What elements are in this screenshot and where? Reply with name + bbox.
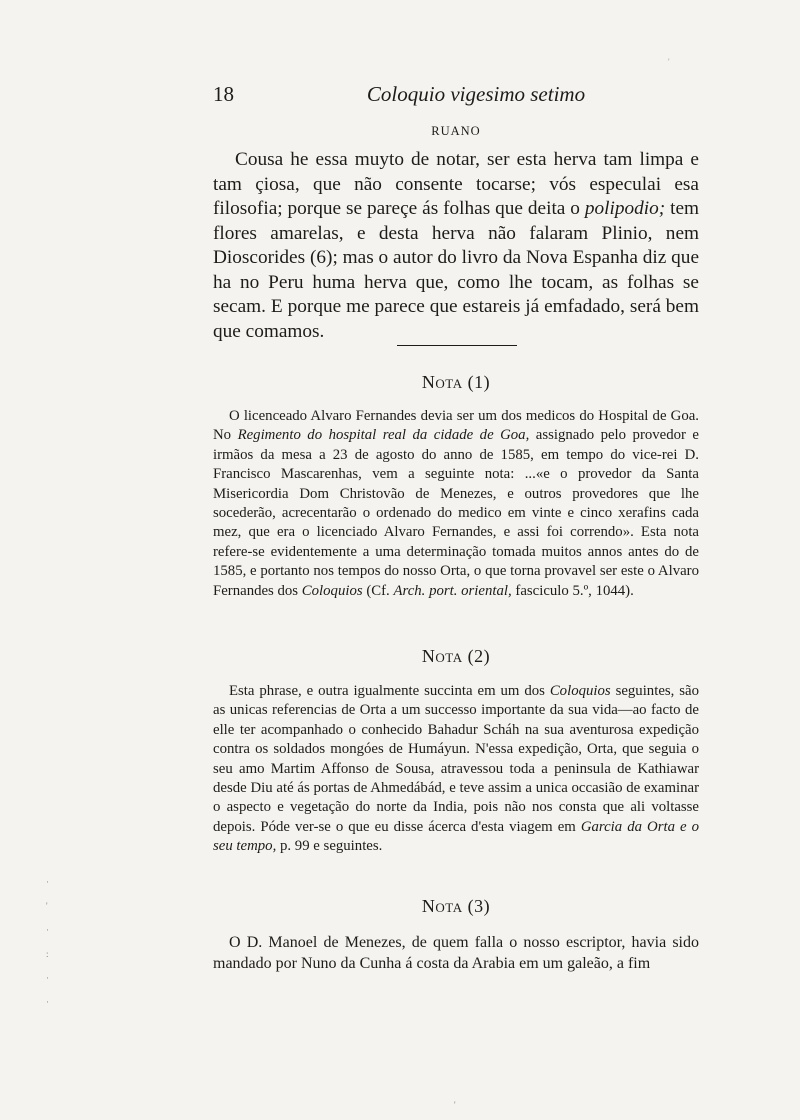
note-text: O D. Manoel de Menezes, de quem falla o nosso escriptor, havia sido mandado por Nuno da Cunha á costa da Arabia em um galeão, a fim xyxy=(213,934,699,972)
section-divider xyxy=(397,345,517,346)
dialogue-text xyxy=(213,148,699,344)
note-heading-label: Nota xyxy=(421,372,463,392)
note-heading-3 xyxy=(213,896,699,917)
dialogue-text-part1: Cousa he essa muyto de notar, ser esta herva tam limpa e tam çiosa, que não consente tocarse; vós especulai esa filosofia; porque se pareçe ás folhas que deita o xyxy=(213,149,699,219)
running-title: Coloquio vigesimo setimo xyxy=(366,82,586,106)
note-text: Esta phrase, e outra igualmente succinta em um dos xyxy=(229,683,550,699)
note-heading-number: (2) xyxy=(467,646,491,666)
note-heading-label: Nota xyxy=(421,646,463,666)
page-number: 18 xyxy=(213,82,234,106)
note-italic-citation: Regimento do hospital real da cidade de Goa, xyxy=(237,427,530,444)
dialogue-text-part2: tem flores amarelas, e desta herva não falaram Plinio, nem Dioscorides (6); mas o autor do livro da Nova Espanha diz que ha no Peru huma herva que, como lhe tocam, as folhas se secam. E porque me parece que estareis já emfadado, será bem que comamos. xyxy=(213,198,699,342)
note-body-1 xyxy=(213,407,699,601)
speaker-name: RUANO xyxy=(431,124,481,138)
note-body-3 xyxy=(213,932,699,974)
note-italic-citation: Coloquios xyxy=(301,582,363,599)
page-header xyxy=(213,82,699,112)
margin-specks: · ' · : · · xyxy=(46,877,49,1007)
dialogue-italic-term: polipodio; xyxy=(584,198,666,219)
note-heading-2 xyxy=(213,646,699,667)
paper-speck: ' xyxy=(668,57,670,67)
note-heading-number: (1) xyxy=(467,372,491,392)
note-text: assignado pelo provedor e irmãos da mesa a 23 de agosto do anno de 1585, em tempo do vice-rei D. Francisco Mascarenhas, vem a seguinte nota: ...«e o provedor da Santa Misericordia Dom Christovão de Menezes, e outros provedores que lhe socederão, acrecentarão o ordenado do medico em vinte e cinco xerafins cada mez, que era o licenciado Alvaro Fernandes, e assi foi correndo». Esta nota refere-se evidentemente a uma determinação tomada muitos annos antes do de 1585, e portanto nos tempos do nosso Orta, o que torna provavel ser este o Alvaro Fernandes dos xyxy=(213,427,699,599)
note-heading-label: Nota xyxy=(421,896,463,916)
note-body-2 xyxy=(213,682,699,857)
note-paragraph xyxy=(213,682,699,857)
note-paragraph xyxy=(213,407,699,601)
note-text: p. 99 e seguintes. xyxy=(276,838,383,855)
note-italic-citation: Coloquios xyxy=(549,683,611,699)
note-heading-number: (3) xyxy=(467,896,491,916)
note-text: fasciculo 5.º, 1044). xyxy=(511,582,634,599)
note-text: seguintes, são as unicas referencias de Orta a um successo importante da sua vida—ao facto de elle ter acompanhado o conhecido Bahadur Scháh na sua aventurosa expedição contra os soldados mongóes de Humáyun. N'essa expedição, Orta, que seguia o seu amo Martim Affonso de Sousa, atravessou toda a peninsula de Kathiawar desde Diu até ás portas de Ahmedábád, e teve assim a unica occasião de examinar o aspecto e vegetação do norte da India, pois não nos consta que ali voltasse depois. Póde ver-se o que eu disse ácerca d'esta viagem em xyxy=(213,683,699,835)
note-italic-citation: Garcia da Orta e o seu tempo, xyxy=(213,818,699,855)
note-paragraph xyxy=(213,932,699,974)
paper-speck-bottom: ' xyxy=(454,1100,456,1110)
note-heading-1 xyxy=(213,372,699,393)
note-italic-citation: Arch. port. oriental, xyxy=(393,582,512,599)
note-text: (Cf. xyxy=(362,582,394,599)
note-text: O licenceado Alvaro Fernandes devia ser um dos medicos do Hospital de Goa. No xyxy=(213,408,699,444)
dialogue-paragraph xyxy=(213,148,699,344)
